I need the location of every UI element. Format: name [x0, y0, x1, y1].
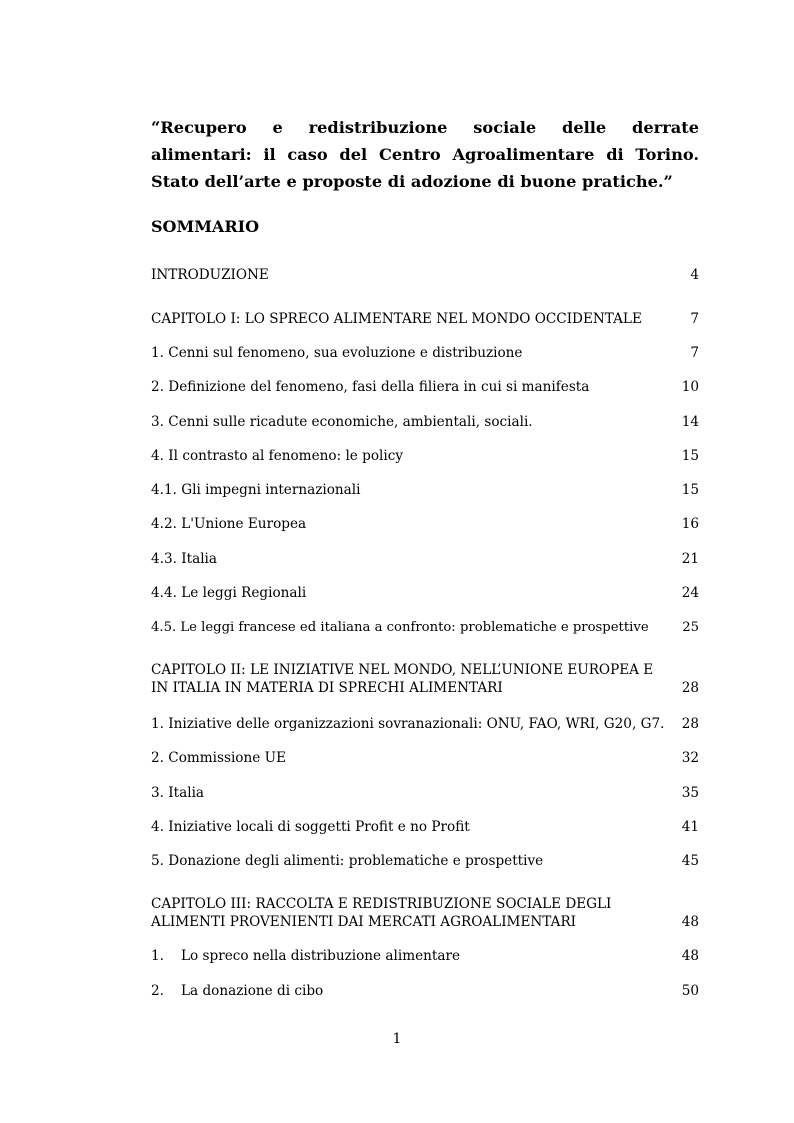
toc-page: 50 — [681, 983, 699, 999]
toc-entry — [151, 784, 699, 802]
toc-entry-chapter-2 — [151, 661, 699, 697]
toc-entry — [151, 947, 699, 965]
toc-page: 15 — [681, 448, 699, 464]
toc-label: 2. Commissione UE — [151, 750, 286, 766]
toc-label: 3. Italia — [151, 785, 205, 801]
document-title: “Recupero e redistribuzione sociale delle derrate alimentari: il caso del Centro Agroalimentare di Torino. Stato dell’arte e proposte di adozione di buone pratiche.” — [151, 118, 699, 191]
toc-entry — [151, 749, 699, 767]
toc-page: 7 — [690, 345, 699, 361]
toc-page: 24 — [681, 585, 699, 601]
toc-label: CAPITOLO III: RACCOLTA E REDISTRIBUZIONE SOCIALE DEGLI ALIMENTI PROVENIENTI DAI MERCATI AGROALIMENTARI — [151, 896, 612, 930]
toc-entry — [151, 413, 699, 431]
summary-heading: SOMMARIO — [151, 217, 260, 236]
toc-label: 4.4. Le leggi Regionali — [151, 585, 307, 601]
toc-entry — [151, 818, 699, 836]
page-number: 1 — [392, 1031, 402, 1047]
toc-page: 41 — [681, 819, 699, 835]
toc-entry — [151, 447, 699, 465]
toc-entry — [151, 550, 699, 568]
toc-entry — [151, 619, 699, 637]
toc-label: Lo spreco nella distribuzione alimentare — [181, 948, 460, 964]
toc-label: CAPITOLO II: LE INIZIATIVE NEL MONDO, NELL’UNIONE EUROPEA E IN ITALIA IN MATERIA DI SPRECHI ALIMENTARI — [151, 662, 654, 696]
toc-label: 1. Cenni sul fenomeno, sua evoluzione e distribuzione — [151, 345, 523, 361]
toc-page: 4 — [690, 267, 699, 283]
toc-label: 4.5. Le leggi francese ed italiana a confronto: problematiche e prospettive — [151, 620, 649, 635]
toc-label: 4.2. L'Unione Europea — [151, 516, 307, 532]
toc-label: 4. Iniziative locali di soggetti Profit e no Profit — [151, 819, 470, 835]
toc-label: 3. Cenni sulle ricadute economiche, ambientali, sociali. — [151, 414, 533, 430]
toc-label: La donazione di cibo — [181, 983, 324, 999]
toc-label: INTRODUZIONE — [151, 267, 269, 283]
toc-label: 4.3. Italia — [151, 551, 217, 567]
toc-index: 1. — [151, 948, 164, 964]
toc-label: 1. Iniziative delle organizzazioni sovranazionali: ONU, FAO, WRI, G20, G7. — [151, 716, 665, 732]
toc-entry — [151, 481, 699, 499]
toc-label: 2. Definizione del fenomeno, fasi della filiera in cui si manifesta — [151, 379, 590, 395]
toc-entry — [151, 515, 699, 533]
toc-page: 45 — [681, 853, 699, 869]
toc-label: 5. Donazione degli alimenti: problematiche e prospettive — [151, 853, 544, 869]
toc-page: 28 — [681, 716, 699, 732]
toc-entry — [151, 344, 699, 362]
toc-entry-chapter-3 — [151, 895, 699, 931]
toc-page: 14 — [681, 414, 699, 430]
toc-label: CAPITOLO I: LO SPRECO ALIMENTARE NEL MONDO OCCIDENTALE — [151, 311, 642, 327]
toc-page: 10 — [681, 379, 699, 395]
toc-page: 16 — [681, 516, 699, 532]
toc-page: 28 — [681, 680, 699, 696]
toc-page: 35 — [681, 785, 699, 801]
toc-page: 48 — [681, 914, 699, 930]
toc-page: 7 — [690, 311, 699, 327]
toc-label: 4.1. Gli impegni internazionali — [151, 482, 361, 498]
toc-entry — [151, 982, 699, 1000]
toc-entry-introduzione — [151, 266, 699, 284]
toc-page: 21 — [681, 551, 699, 567]
toc-entry — [151, 852, 699, 870]
toc-label: 4. Il contrasto al fenomeno: le policy — [151, 448, 404, 464]
toc-page: 25 — [682, 620, 699, 635]
toc-entry — [151, 584, 699, 602]
toc-page: 32 — [681, 750, 699, 766]
toc-page: 15 — [681, 482, 699, 498]
toc-entry — [151, 378, 699, 396]
toc-entry — [151, 715, 699, 733]
toc-page: 48 — [681, 948, 699, 964]
toc-index: 2. — [151, 983, 164, 999]
toc-entry-chapter-1 — [151, 310, 699, 328]
